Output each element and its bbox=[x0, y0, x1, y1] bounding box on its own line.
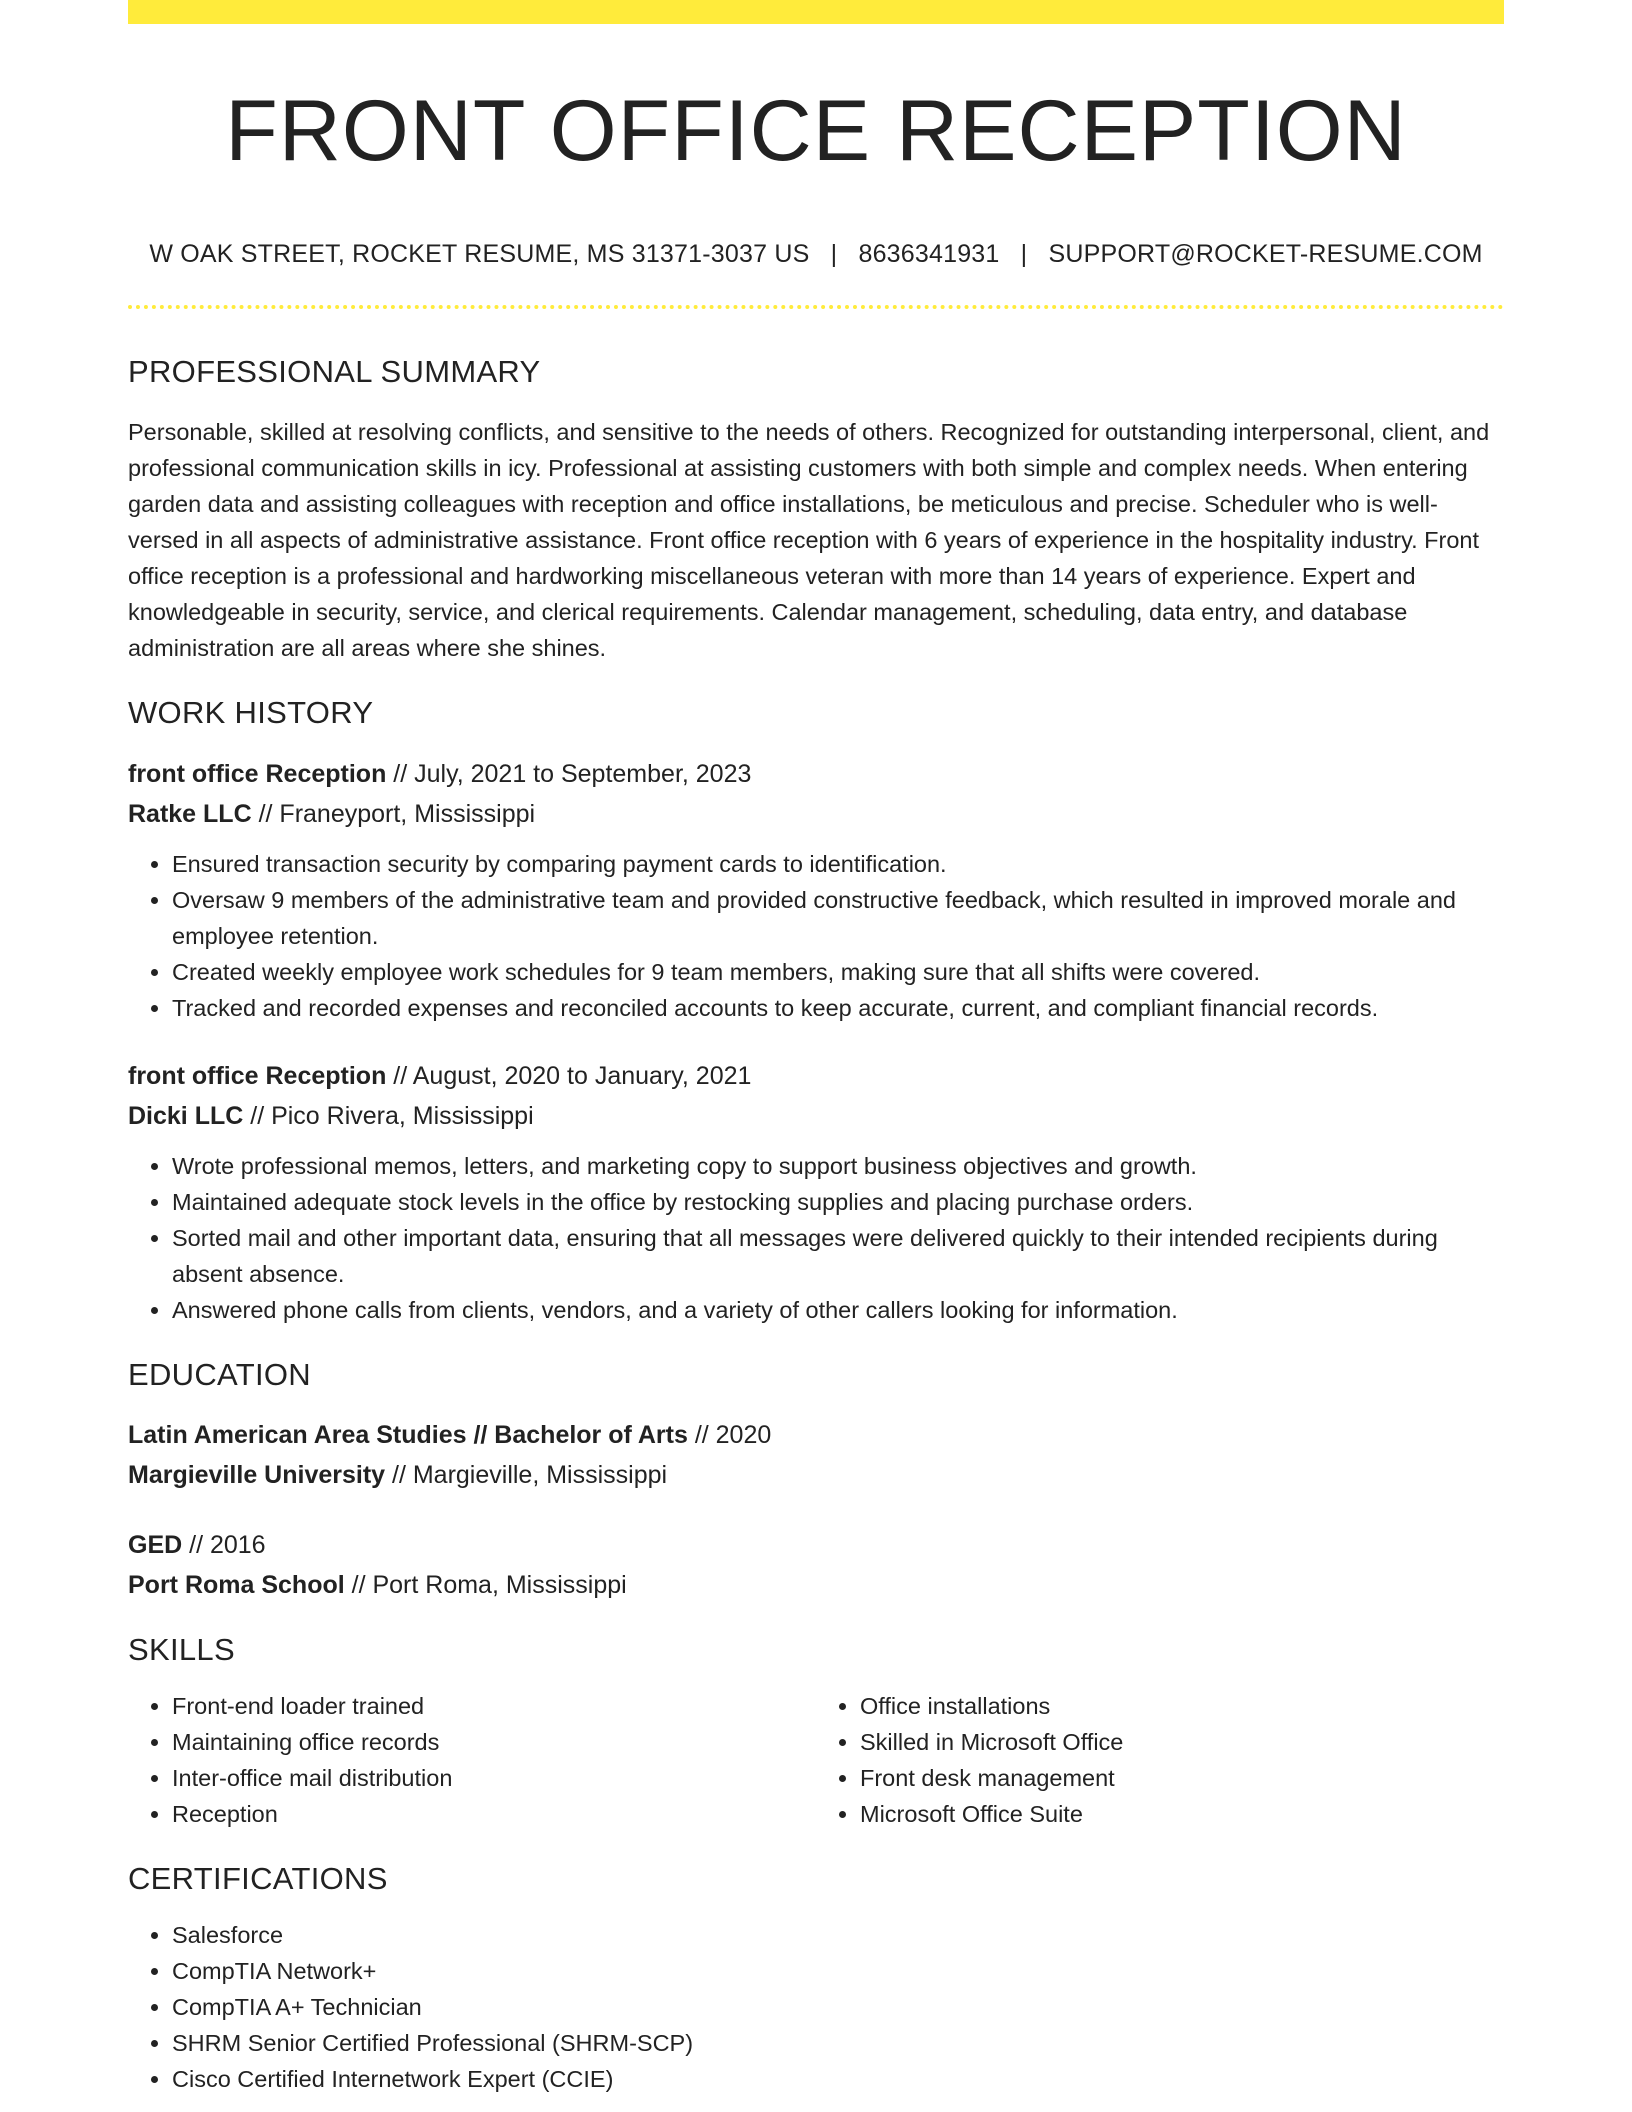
skill-item: • Reception bbox=[172, 1796, 816, 1832]
education-location: // Margieville, Mississippi bbox=[385, 1460, 668, 1489]
job-company: Dicki LLC bbox=[128, 1101, 244, 1130]
job-location: // Pico Rivera, Mississippi bbox=[243, 1101, 534, 1130]
contact-phone: 8636341931 bbox=[858, 240, 1000, 269]
skills-grid bbox=[128, 1688, 1504, 1832]
education-degree-line bbox=[128, 1525, 1504, 1565]
education-school: Port Roma School bbox=[128, 1570, 345, 1599]
skill-item: • Office installations bbox=[860, 1688, 1504, 1724]
contact-separator: | bbox=[1020, 240, 1028, 269]
job-bullet: • Created weekly employee work schedules for 9 team members, making sure that all shifts were covered. bbox=[172, 954, 1504, 990]
certification-item: • SHRM Senior Certified Professional (SHRM-SCP) bbox=[172, 2025, 1504, 2061]
job-entry bbox=[128, 754, 1504, 1026]
education-year: // 2016 bbox=[182, 1530, 266, 1559]
skill-item: • Inter-office mail distribution bbox=[172, 1760, 816, 1796]
job-bullet: • Ensured transaction security by comparing payment cards to identification. bbox=[172, 846, 1504, 882]
section-heading-education: EDUCATION bbox=[128, 1356, 311, 1392]
contact-email: SUPPORT@ROCKET-RESUME.COM bbox=[1048, 240, 1483, 269]
skills-column-right bbox=[816, 1688, 1504, 1832]
accent-bar bbox=[128, 0, 1504, 24]
job-dates: // July, 2021 to September, 2023 bbox=[386, 759, 752, 788]
job-bullet: • Oversaw 9 members of the administrative team and provided constructive feedback, which resulted in improved morale and employee retention. bbox=[172, 882, 1504, 954]
job-company-line bbox=[128, 1096, 1504, 1136]
section-heading-skills: SKILLS bbox=[128, 1631, 235, 1667]
job-company-line bbox=[128, 794, 1504, 834]
section-heading-summary: PROFESSIONAL SUMMARY bbox=[128, 354, 541, 390]
job-bullet: • Tracked and recorded expenses and reconciled accounts to keep accurate, current, and compliant financial records. bbox=[172, 990, 1504, 1026]
job-dates: // August, 2020 to January, 2021 bbox=[386, 1061, 752, 1090]
resume-page bbox=[128, 0, 1504, 2097]
certifications-list bbox=[128, 1917, 1504, 2097]
job-bullet: • Answered phone calls from clients, vendors, and a variety of other callers looking for information. bbox=[172, 1292, 1504, 1328]
job-bullet: • Wrote professional memos, letters, and marketing copy to support business objectives and growth. bbox=[172, 1148, 1504, 1184]
job-title-line bbox=[128, 754, 1504, 794]
job-location: // Franeyport, Mississippi bbox=[251, 799, 536, 828]
job-entry bbox=[128, 1056, 1504, 1328]
contact-address: W OAK STREET, ROCKET RESUME, MS 31371-3037 US bbox=[149, 240, 810, 269]
education-entry bbox=[128, 1415, 1504, 1495]
contact-line bbox=[128, 239, 1504, 269]
section-heading-certifications: CERTIFICATIONS bbox=[128, 1860, 388, 1896]
job-bullet: • Maintained adequate stock levels in the office by restocking supplies and placing purchase orders. bbox=[172, 1184, 1504, 1220]
job-bullet: • Sorted mail and other important data, ensuring that all messages were delivered quickly to their intended recipients during absent absence. bbox=[172, 1220, 1504, 1292]
certification-item: • CompTIA A+ Technician bbox=[172, 1989, 1504, 2025]
job-company: Ratke LLC bbox=[128, 799, 252, 828]
education-degree-line bbox=[128, 1415, 1504, 1455]
section-heading-work: WORK HISTORY bbox=[128, 695, 374, 731]
skill-item: • Maintaining office records bbox=[172, 1724, 816, 1760]
education-school-line bbox=[128, 1455, 1504, 1495]
education-degree: Latin American Area Studies // Bachelor of Arts bbox=[128, 1420, 688, 1449]
education-school-line bbox=[128, 1565, 1504, 1605]
job-bullets bbox=[128, 1148, 1504, 1328]
skill-item: • Front desk management bbox=[860, 1760, 1504, 1796]
skills-column-left bbox=[128, 1688, 816, 1832]
contact-separator: | bbox=[830, 240, 838, 269]
job-title: front office Reception bbox=[128, 759, 387, 788]
education-degree: GED bbox=[128, 1530, 183, 1559]
education-year: // 2020 bbox=[687, 1420, 772, 1449]
resume-title: FRONT OFFICE RECEPTION bbox=[225, 83, 1407, 179]
summary-text: Personable, skilled at resolving conflicts, and sensitive to the needs of others. Recognized for outstanding interpersonal, client, and professional communication skills in icy. Professional at assisting customers with both simple and complex needs. When entering garden data and assisting colleagues with reception and office installations, be meticulous and precise. Scheduler who is well-versed in all aspects of administrative assistance. Front office reception with 6 years of experience in the hospitality industry. Front office reception is a professional and hardworking miscellaneous veteran with more than 14 years of experience. Expert and knowledgeable in security, service, and clerical requirements. Calendar management, scheduling, data entry, and database administration are all areas where she shines. bbox=[128, 419, 1490, 662]
skill-item: • Skilled in Microsoft Office bbox=[860, 1724, 1504, 1760]
certification-item: • CompTIA Network+ bbox=[172, 1953, 1504, 1989]
education-entry bbox=[128, 1525, 1504, 1605]
job-title: front office Reception bbox=[128, 1061, 387, 1090]
skill-item: • Front-end loader trained bbox=[172, 1688, 816, 1724]
certification-item: • Cisco Certified Internetwork Expert (CCIE) bbox=[172, 2061, 1504, 2097]
job-title-line bbox=[128, 1056, 1504, 1096]
education-location: // Port Roma, Mississippi bbox=[344, 1570, 627, 1599]
education-school: Margieville University bbox=[128, 1460, 386, 1489]
skill-item: • Microsoft Office Suite bbox=[860, 1796, 1504, 1832]
certification-item: • Salesforce bbox=[172, 1917, 1504, 1953]
job-bullets bbox=[128, 846, 1504, 1026]
dotted-divider bbox=[128, 305, 1504, 309]
